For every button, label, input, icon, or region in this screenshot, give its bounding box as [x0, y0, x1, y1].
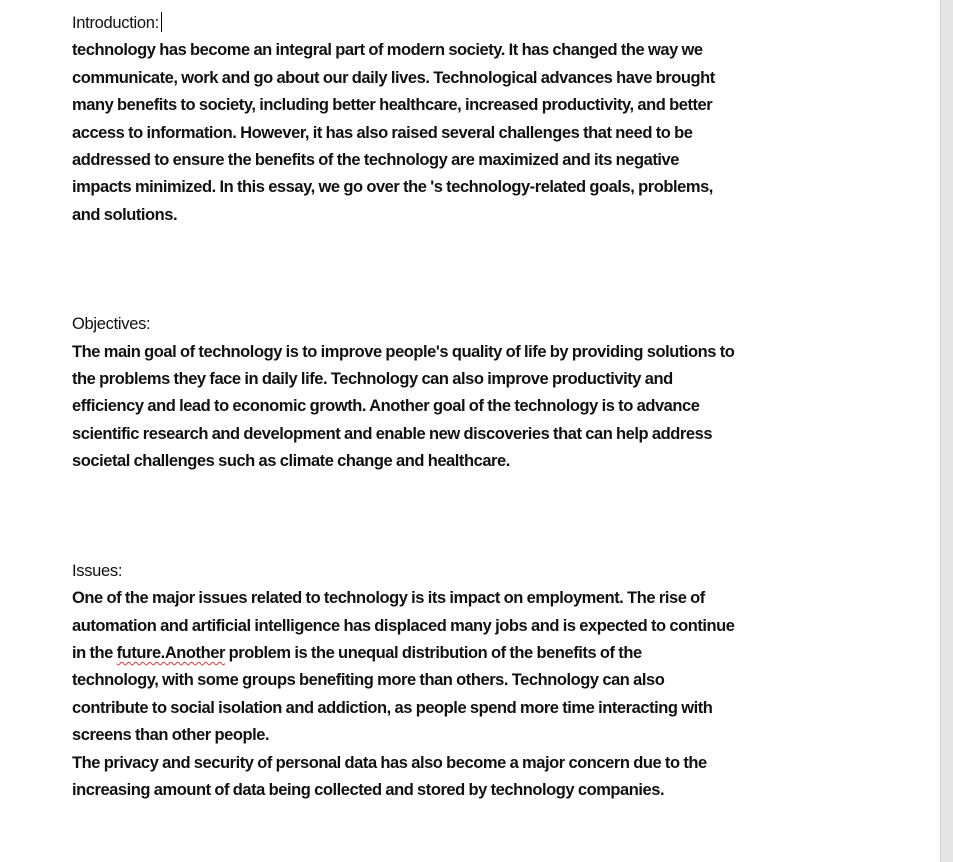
issues-line: The privacy and security of personal data has also become a major concern due to the: [72, 753, 707, 772]
introduction-line: addressed to ensure the benefits of the technology are maximized and its negative: [72, 151, 679, 170]
issues-line: One of the major issues related to technology is its impact on employment. The rise of: [72, 589, 705, 608]
objectives-heading: Objectives:: [72, 315, 151, 334]
issues-line-text: problem is the unequal distribution of the benefits of the: [224, 643, 642, 662]
spellcheck-flagged-word[interactable]: future.Another: [116, 643, 225, 662]
introduction-line: access to information. However, it has also raised several challenges that need to be: [72, 123, 693, 142]
issues-line: automation and artificial intelligence has displaced many jobs and is expected to continue: [72, 616, 735, 635]
blank-space: [72, 229, 862, 311]
introduction-section: [72, 10, 862, 229]
issues-line: [72, 640, 862, 667]
issues-line: technology, with some groups benefiting more than others. Technology can also: [72, 671, 665, 690]
objectives-line: scientific research and development and enable new discoveries that can help address: [72, 424, 713, 443]
objectives-line: societal challenges such as climate change and healthcare.: [72, 452, 510, 471]
vertical-scrollbar[interactable]: [940, 0, 953, 862]
objectives-section: [72, 311, 862, 475]
introduction-line: technology has become an integral part of modern society. It has changed the way we: [72, 41, 703, 60]
issues-section: [72, 558, 862, 805]
issues-line: increasing amount of data being collected and stored by technology companies.: [72, 780, 665, 799]
issues-line-text: in the: [72, 643, 117, 662]
objectives-line: The main goal of technology is to improve people's quality of life by providing solutions to: [72, 342, 735, 361]
issues-heading: Issues:: [72, 561, 123, 580]
introduction-line: impacts minimized. In this essay, we go over the 's technology-related goals, problems,: [72, 178, 713, 197]
blank-space: [72, 476, 862, 558]
introduction-line: many benefits to society, including better healthcare, increased productivity, and better: [72, 96, 713, 115]
text-cursor: [161, 12, 162, 32]
document-body[interactable]: [72, 10, 862, 804]
introduction-heading: Introduction:: [72, 14, 159, 32]
introduction-line: communicate, work and go about our daily lives. Technological advances have brought: [72, 68, 715, 87]
issues-line: contribute to social isolation and addiction, as people spend more time interacting with: [72, 698, 713, 717]
issues-line: screens than other people.: [72, 726, 270, 745]
introduction-line: and solutions.: [72, 205, 178, 224]
objectives-line: efficiency and lead to economic growth. Another goal of the technology is to advance: [72, 397, 700, 416]
objectives-line: the problems they face in daily life. Technology can also improve productivity and: [72, 370, 673, 389]
